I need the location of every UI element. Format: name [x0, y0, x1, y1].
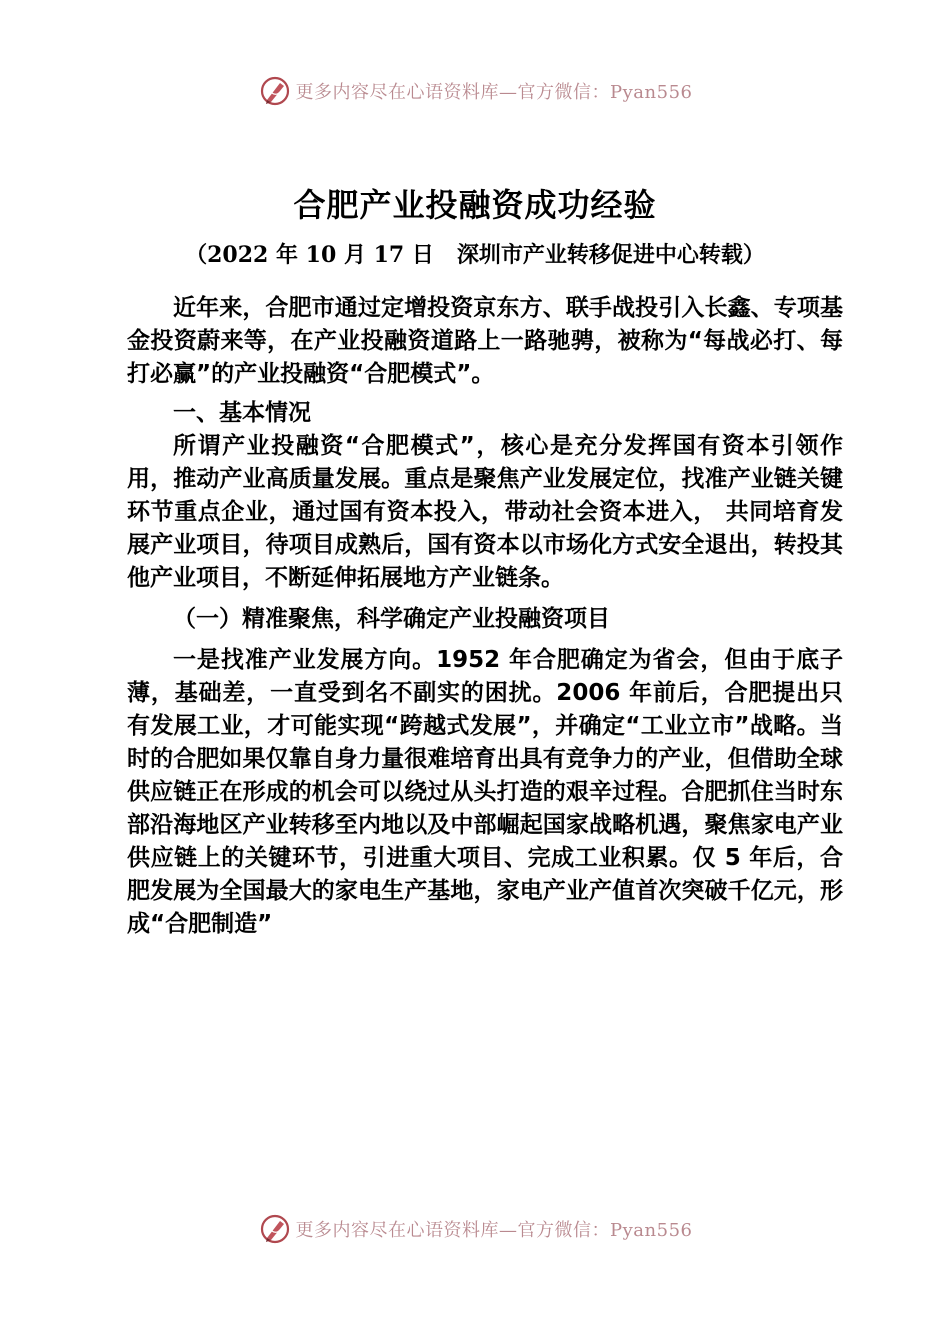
development-direction-paragraph: 一是找准产业发展方向。1952 年合肥确定为省会，但由于底子薄，基础差，一直受到名不副实的困扰。2006 年前后，合肥提出只有发展工业，才可能实现“跨越式发展”，并确定“工业立市”战略。当时的合肥如果仅靠自身力量很难培育出具有竞争力的产业，但借助全球供应链正在形成的机会可以绕过从头打造的艰辛过程。合肥抓住当时东部沿海地区产业转移至内地以及中部崛起国家战略机遇，聚焦家电产业供应链上的关键环节，引进重大项目、完成工业积累。仅 5 年后，合肥发展为全国最大的家电生产基地，家电产业产值首次突破千亿元，形成“合肥制造” [127, 647, 843, 937]
pen-logo-icon [258, 1212, 292, 1246]
watermark-text: 更多内容尽在心语资料库—官方微信：Pyan556 [295, 82, 693, 103]
footer-watermark [0, 1212, 950, 1246]
header-watermark [0, 74, 950, 108]
watermark-text: 更多内容尽在心语资料库—官方微信：Pyan556 [295, 1220, 693, 1241]
section-heading-basic: 一、基本情况 [173, 400, 311, 426]
document-subtitle: （2022 年 10 月 17 日 深圳市产业转移促进中心转载） [185, 242, 765, 268]
pen-logo-icon [258, 74, 292, 108]
document-body [127, 292, 843, 941]
basic-situation-paragraph: 所谓产业投融资“合肥模式”，核心是充分发挥国有资本引领作用，推动产业高质量发展。重点是聚焦产业发展定位，找准产业链关键环节重点企业，通过国有资本投入，带动社会资本进入， 共同培育发展产业项目，待项目成熟后，国有资本以市场化方式安全退出，转投其他产业项目，不断延伸拓展地方产业链条。 [127, 433, 843, 591]
intro-paragraph: 近年来，合肥市通过定增投资京东方、联手战投引入长鑫、专项基金投资蔚来等，在产业投融资道路上一路驰骋，被称为“每战必打、每打必赢”的产业投融资“合肥模式”。 [127, 295, 843, 387]
subsection-heading-focus: （一）精准聚焦，科学确定产业投融资项目 [173, 606, 610, 632]
document-title: 合肥产业投融资成功经验 [293, 186, 657, 224]
